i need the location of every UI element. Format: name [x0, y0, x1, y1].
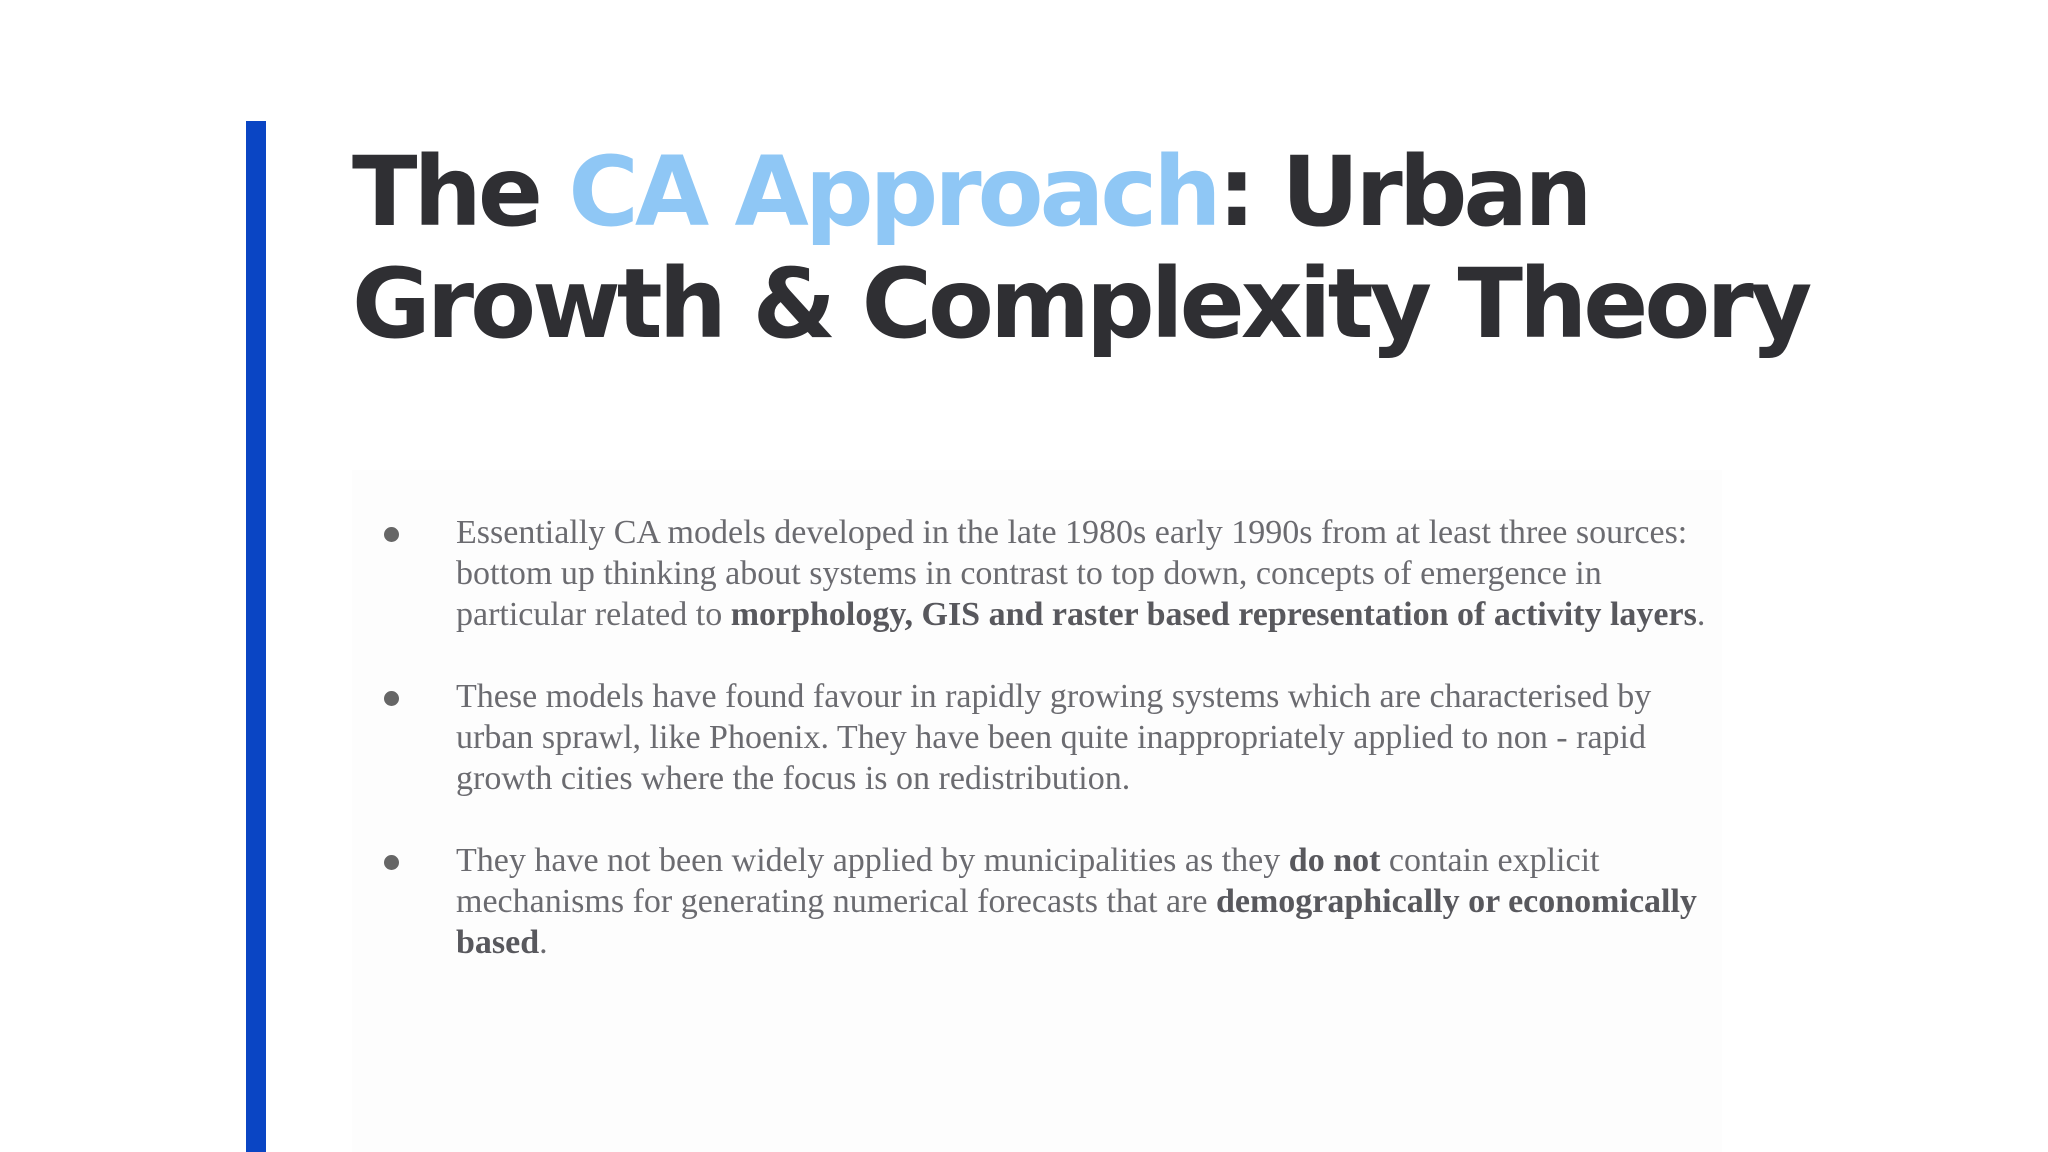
bullet-text-1: [456, 514, 1705, 633]
bullet-3-text-c: .: [539, 924, 548, 961]
bullet-3-text-a: They have not been widely applied by municipalities as they: [456, 842, 1289, 879]
bullet-1-text-b: .: [1696, 596, 1706, 633]
slide-title: [352, 136, 1852, 360]
bullet-text-2: [456, 678, 1651, 797]
bullet-1-bold-phrase: morphology, GIS and raster based representation of activity layers: [730, 596, 1697, 633]
bullet-3-bold-phrase: demographically or economically based: [456, 883, 1697, 961]
title-part-1: The: [352, 136, 569, 248]
title-part-2: : Urban Growth & Complexity Theory: [352, 136, 1809, 360]
title-highlight: CA Approach: [568, 136, 1218, 248]
bullet-item: [384, 676, 1724, 799]
bullet-item: [384, 512, 1724, 635]
bullet-dot-icon: [384, 855, 399, 870]
bullet-dot-icon: [384, 527, 399, 542]
bullet-3-text-b: contain explicit mechanisms for generating numerical forecasts that are: [456, 842, 1600, 920]
bullet-2-text: These models have found favour in rapidly growing systems which are characterised by urban sprawl, like Phoenix. They have been quite inappropriately applied to non - rapid growth cities where the focus is on redistribution.: [456, 678, 1652, 797]
bullet-item: [384, 840, 1724, 963]
bullet-3-bold-do-not: do not: [1288, 842, 1381, 879]
bullet-dot-icon: [384, 691, 399, 706]
accent-bar: [246, 121, 266, 1152]
bullet-list: [384, 512, 1724, 1004]
bullet-text-3: [456, 842, 1697, 961]
bullet-1-text-a: Essentially CA models developed in the late 1980s early 1990s from at least three sources: bottom up thinking about systems in contrast to top down, concepts of emergence in particular related to: [456, 514, 1688, 633]
